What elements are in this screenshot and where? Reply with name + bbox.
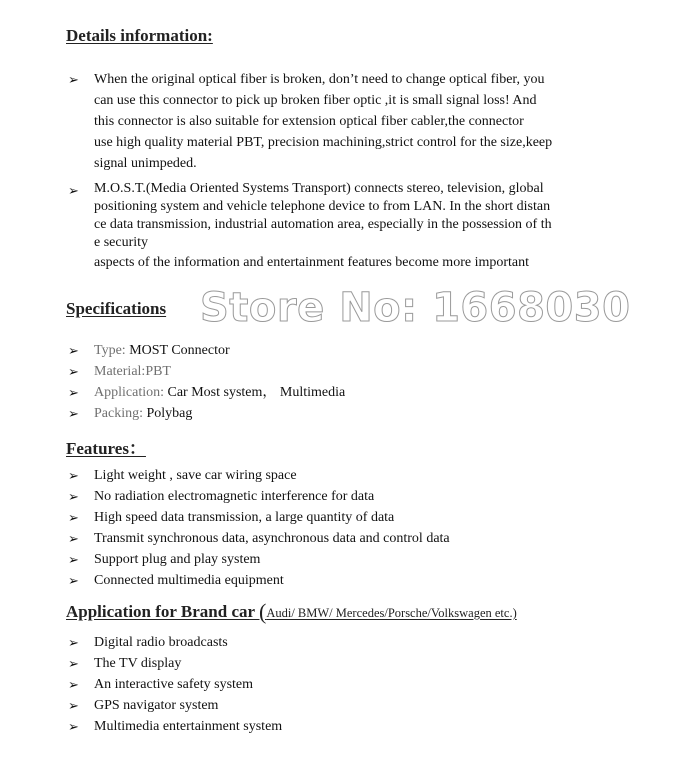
feature-item <box>66 528 626 549</box>
arrow-bullet-icon: ➢ <box>68 183 79 198</box>
arrow-bullet-icon: ➢ <box>68 510 79 525</box>
application-list <box>66 632 626 737</box>
application-brands: Audi/ BMW/ Mercedes/Porsche/Volkswagen etc.) <box>266 606 517 620</box>
spec-label: Application: <box>94 385 168 400</box>
spec-value: PBT <box>145 364 171 379</box>
feature-item <box>66 486 626 507</box>
details-item-most <box>66 180 626 273</box>
application-item <box>66 674 626 695</box>
features-list <box>66 465 626 591</box>
arrow-bullet-icon: ➢ <box>68 552 79 567</box>
arrow-bullet-icon: ➢ <box>68 72 79 87</box>
arrow-bullet-icon: ➢ <box>68 385 79 400</box>
feature-text: Support plug and play system <box>94 552 261 567</box>
details-paragraph <box>94 180 626 273</box>
details-line: this connector is also suitable for extension optical fiber cabler,the connector <box>94 114 524 129</box>
application-item <box>66 695 626 716</box>
feature-text: Connected multimedia equipment <box>94 573 284 588</box>
feature-text: Transmit synchronous data, asynchronous data and control data <box>94 531 450 546</box>
application-heading <box>66 599 517 625</box>
application-item <box>66 653 626 674</box>
arrow-bullet-icon: ➢ <box>68 656 79 671</box>
arrow-bullet-icon: ➢ <box>68 635 79 650</box>
feature-item <box>66 465 626 486</box>
application-title: Application for Brand car <box>66 602 259 621</box>
application-text: GPS navigator system <box>94 698 219 713</box>
details-line: use high quality material PBT, precision machining,strict control for the size,keep <box>94 135 553 150</box>
details-list <box>66 69 626 273</box>
arrow-bullet-icon: ➢ <box>68 719 79 734</box>
feature-text: High speed data transmission, a large quantity of data <box>94 510 395 525</box>
application-item <box>66 632 626 653</box>
arrow-bullet-icon: ➢ <box>68 531 79 546</box>
specifications-list <box>66 340 626 424</box>
feature-item <box>66 507 626 528</box>
feature-text: No radiation electromagnetic interference for data <box>94 489 375 504</box>
spec-item-material <box>66 361 626 382</box>
details-line: can use this connector to pick up broken fiber optic ,it is small signal loss! And <box>94 93 537 108</box>
details-line: ce data transmission, industrial automation area, especially in the possession of th <box>94 217 552 232</box>
arrow-bullet-icon: ➢ <box>68 364 79 379</box>
spec-value: Polybag <box>146 406 193 421</box>
arrow-bullet-icon: ➢ <box>68 343 79 358</box>
application-text: The TV display <box>94 656 182 671</box>
application-text: Digital radio broadcasts <box>94 635 228 650</box>
feature-item <box>66 570 626 591</box>
details-paragraph <box>94 69 626 174</box>
spec-label: Packing: <box>94 406 147 421</box>
spec-value: MOST Connector <box>129 343 230 358</box>
store-watermark: Store No: 1668030 <box>200 285 631 331</box>
spec-item-packing <box>66 403 626 424</box>
application-item <box>66 716 626 737</box>
details-line: M.O.S.T.(Media Oriented Systems Transport) connects stereo, television, global <box>94 181 544 196</box>
arrow-bullet-icon: ➢ <box>68 573 79 588</box>
features-heading: Features： <box>66 439 146 458</box>
details-line: e security <box>94 235 149 250</box>
spec-item-application <box>66 382 626 403</box>
specifications-heading: Specifications <box>66 299 167 318</box>
spec-label: Type: <box>94 343 130 358</box>
arrow-bullet-icon: ➢ <box>68 698 79 713</box>
arrow-bullet-icon: ➢ <box>68 489 79 504</box>
spec-label: Material: <box>94 364 146 379</box>
details-item-fiber <box>66 69 626 174</box>
spec-item-type <box>66 340 626 361</box>
application-paren: ( <box>259 599 267 624</box>
feature-text: Light weight , save car wiring space <box>94 468 297 483</box>
details-line: signal unimpeded. <box>94 156 197 171</box>
arrow-bullet-icon: ➢ <box>68 677 79 692</box>
application-text: An interactive safety system <box>94 677 254 692</box>
arrow-bullet-icon: ➢ <box>68 468 79 483</box>
arrow-bullet-icon: ➢ <box>68 406 79 421</box>
details-line: When the original optical fiber is broken, don’t need to change optical fiber, you <box>94 72 545 87</box>
feature-item <box>66 549 626 570</box>
details-line: aspects of the information and entertainment features become more important <box>94 255 530 270</box>
details-heading: Details information: <box>66 26 213 45</box>
details-line: positioning system and vehicle telephone device to from LAN. In the short distan <box>94 199 551 214</box>
spec-value: Car Most system， Multimedia <box>167 385 346 400</box>
application-text: Multimedia entertainment system <box>94 719 283 734</box>
